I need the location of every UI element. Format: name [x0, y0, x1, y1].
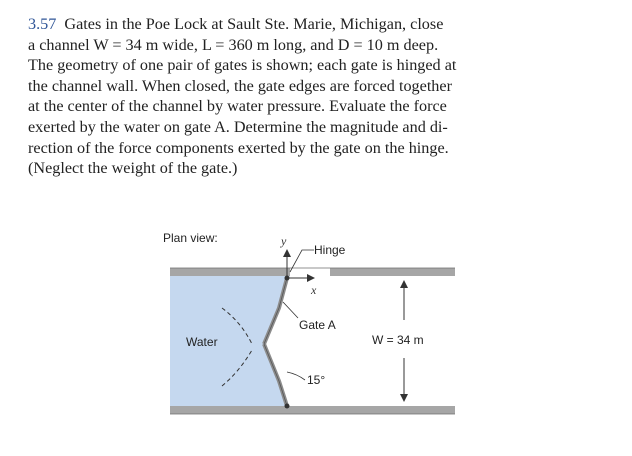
problem-number: 3.57 [28, 15, 57, 33]
problem-line-3: The geometry of one pair of gates is shown; each gate is hinged at [28, 56, 457, 75]
problem-line-7: rection of the force components exerted by the gate on the hinge. [28, 138, 449, 157]
angle-label: 15° [307, 373, 326, 387]
problem-line-5: at the center of the channel by water pressure. Evaluate the force [28, 97, 447, 116]
lower-wall [170, 406, 455, 414]
width-label: W = 34 m [372, 333, 424, 347]
plan-view-label: Plan view: [163, 231, 218, 245]
problem-line-2: a channel W = 34 m wide, L = 360 m long, and D = 10 m deep. [28, 35, 439, 54]
x-axis-label: x [311, 283, 317, 297]
hinge-bottom [285, 404, 290, 409]
angle-arc [287, 372, 305, 380]
problem-line-4: the channel wall. When closed, the gate edges are forced together [28, 76, 452, 95]
problem-line-8: (Neglect the weight of the gate.) [28, 159, 238, 178]
hinge-leader [290, 250, 314, 272]
water-label: Water [186, 335, 218, 349]
upper-wall-right [330, 268, 455, 276]
hinge-label: Hinge [314, 243, 346, 257]
problem-text-1: Gates in the Poe Lock at Sault Ste. Marie, Michigan, close [64, 15, 444, 33]
upper-wall-left [170, 268, 290, 276]
gate-a-leader [283, 302, 298, 318]
gate-a-label: Gate A [299, 318, 336, 332]
y-axis-label: y [281, 234, 287, 248]
problem-line-6: exerted by the water on gate A. Determine the magnitude and di- [28, 117, 448, 136]
